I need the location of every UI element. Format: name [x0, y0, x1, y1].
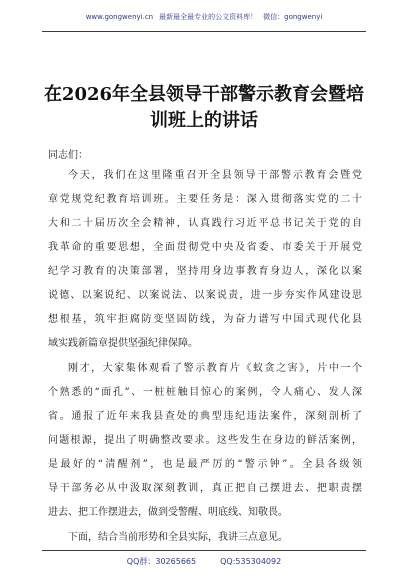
- footer-qq: QQ:535304092: [220, 557, 282, 566]
- paragraph-3: [48, 526, 362, 550]
- paragraph-line: 域实践新篇章提供坚强纪律保障。: [48, 338, 198, 349]
- paragraph-line: 章党规党纪教育培训班。主要任务是：深入贯彻落实党的二十: [48, 194, 362, 205]
- paragraph-line: 下面，结合当前形势和全县实际，我讲三点意见。: [68, 532, 288, 543]
- paragraph-line: 纪学习教育的决策部署，坚持用身边事教育身边人，深化以案: [48, 266, 362, 277]
- paragraph-line: 进去、把工作摆进去，做到受警醒、明底线、知敬畏。: [48, 507, 288, 518]
- paragraph-2: [48, 357, 362, 525]
- paragraph-line: 省。通报了近年来我县查处的典型违纪违法案件，深刻剖析了: [48, 411, 362, 422]
- paragraph-line: 我革命的重要思想，全面贯彻党中央及省委、市委关于开展党: [48, 242, 362, 253]
- header-site: www.gongwenyi.cn: [85, 13, 154, 21]
- paragraph-line: 刚才，大家集体观看了警示教育片《蚁贪之害》，片中一个: [68, 363, 362, 374]
- header-tagline: 最新最全最专业的公文资料库！: [159, 13, 258, 21]
- header-wechat: 微信：gongwenyi: [263, 13, 323, 21]
- paragraph-line: 是最好的“清醒剂”，也是最严厉的“警示钟”。全县各级领: [48, 459, 362, 470]
- title-line-1: 在2026年全县领导干部警示教育会暨培: [43, 84, 365, 105]
- page-header: [0, 12, 408, 22]
- paragraph-line: 个熟悉的“面孔”、一桩桩触目惊心的案例，令人痛心、发人深: [48, 387, 362, 398]
- paragraph-1: [48, 164, 362, 356]
- page-footer: [0, 556, 408, 567]
- document-title: [30, 82, 378, 134]
- footer-divider: [42, 550, 366, 551]
- paragraph-line: 导干部务必从中汲取深刻教训，真正把自己摆进去、把职责摆: [48, 483, 362, 494]
- paragraph-line: 说德、以案说纪、以案说法、以案说责，进一步夯实作风建设思: [48, 290, 362, 301]
- title-line-2: 训班上的讲话: [150, 110, 258, 131]
- header-divider: [42, 31, 366, 32]
- paragraph-line: 问题根源，提出了明确整改要求。这些发生在身边的鲜活案例，: [48, 435, 362, 446]
- paragraph-line: 今天，我们在这里隆重召开全县领导干部警示教育会暨党: [68, 170, 362, 181]
- footer-qq-group: QQ群：30265665: [126, 557, 197, 566]
- paragraph-line: 大和二十届历次全会精神，认真践行习近平总书记关于党的自: [48, 218, 362, 229]
- salutation: 同志们：: [48, 150, 88, 161]
- paragraph-line: 想根基，筑牢拒腐防变坚固防线，为奋力谱写中国式现代化县: [48, 314, 362, 325]
